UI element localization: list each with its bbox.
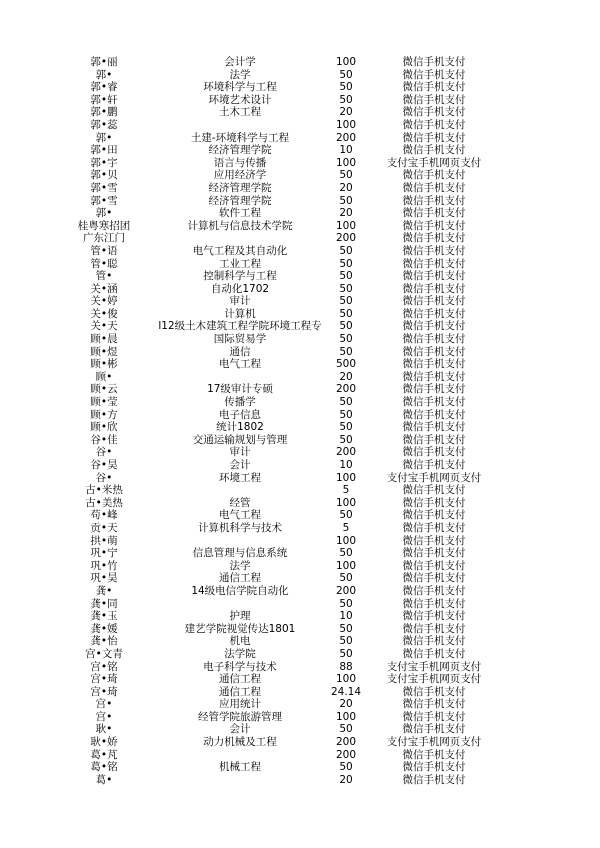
table-row xyxy=(0,333,600,346)
major-cell: 环境艺术设计 xyxy=(208,93,272,106)
payment-method-cell: 微信手机支付 xyxy=(402,534,466,547)
payment-method-cell: 支付宝手机网页支付 xyxy=(386,156,482,169)
amount-cell: 50 xyxy=(339,408,353,421)
amount-cell: 50 xyxy=(339,93,353,106)
amount-cell: 5 xyxy=(342,521,350,534)
payment-method-cell: 微信手机支付 xyxy=(402,320,466,333)
major-cell: 通信 xyxy=(229,345,251,358)
donor-name-cell: 谷• xyxy=(95,471,113,484)
major-cell: 通信工程 xyxy=(219,685,261,698)
amount-cell: 50 xyxy=(339,433,353,446)
table-row xyxy=(0,446,600,459)
payment-method-cell: 微信手机支付 xyxy=(402,181,466,194)
payment-method-cell: 支付宝手机网页支付 xyxy=(386,736,482,749)
table-row xyxy=(0,69,600,82)
payment-method-cell: 微信手机支付 xyxy=(402,219,466,232)
table-row xyxy=(0,195,600,208)
donor-name-cell: 顾•方 xyxy=(90,408,118,421)
table-row xyxy=(0,648,600,661)
donor-name-cell: 顾•云 xyxy=(90,383,118,396)
payment-method-cell: 微信手机支付 xyxy=(402,521,466,534)
payment-method-cell: 微信手机支付 xyxy=(402,295,466,308)
major-cell: 电子科学与技术 xyxy=(203,660,277,673)
payment-method-cell: 微信手机支付 xyxy=(402,597,466,610)
donor-name-cell: 顾• xyxy=(95,370,113,383)
major-cell: 电气工程 xyxy=(219,509,261,522)
amount-cell: 100 xyxy=(335,710,357,723)
donor-name-cell: 顾•莹 xyxy=(90,396,118,409)
donor-name-cell: 顾•煜 xyxy=(90,345,118,358)
donor-name-cell: 巩•昊 xyxy=(90,572,118,585)
table-row xyxy=(0,661,600,674)
amount-cell: 200 xyxy=(335,446,357,459)
donor-name-cell: 龚•媛 xyxy=(90,622,118,635)
donor-name-cell: 桂粤寒招团 xyxy=(77,219,131,232)
major-cell: 护理 xyxy=(229,610,251,623)
amount-cell: 20 xyxy=(339,207,353,220)
amount-cell: 100 xyxy=(335,118,357,131)
payment-method-cell: 微信手机支付 xyxy=(402,622,466,635)
major-cell: 计算机 xyxy=(224,307,256,320)
major-cell: 计算机与信息技术学院 xyxy=(187,219,293,232)
table-row xyxy=(0,258,600,271)
table-row xyxy=(0,94,600,107)
major-cell: 电子信息 xyxy=(219,408,261,421)
table-row xyxy=(0,132,600,145)
amount-cell: 50 xyxy=(339,421,353,434)
table-row xyxy=(0,774,600,787)
amount-cell: 100 xyxy=(335,156,357,169)
major-cell: 17级审计专硕 xyxy=(207,383,273,396)
donor-name-cell: 贡•天 xyxy=(90,521,118,534)
table-row xyxy=(0,421,600,434)
amount-cell: 5 xyxy=(342,484,350,497)
payment-method-cell: 微信手机支付 xyxy=(402,408,466,421)
major-cell: 审计 xyxy=(229,295,251,308)
table-row xyxy=(0,182,600,195)
amount-cell: 100 xyxy=(335,496,357,509)
donor-name-cell: 顾•欣 xyxy=(90,421,118,434)
payment-method-cell: 微信手机支付 xyxy=(402,773,466,786)
donor-name-cell: 管• xyxy=(95,270,113,283)
amount-cell: 200 xyxy=(335,736,357,749)
donor-name-cell: 宫•铭 xyxy=(90,660,118,673)
table-row xyxy=(0,409,600,422)
table-row xyxy=(0,761,600,774)
table-row xyxy=(0,585,600,598)
major-cell: 交通运输规划与管理 xyxy=(192,433,288,446)
major-cell: 工业工程 xyxy=(219,257,261,270)
amount-cell: 50 xyxy=(339,547,353,560)
amount-cell: 50 xyxy=(339,68,353,81)
amount-cell: 50 xyxy=(339,307,353,320)
table-row xyxy=(0,635,600,648)
major-cell: 环境科学与工程 xyxy=(203,81,277,94)
table-row xyxy=(0,207,600,220)
amount-cell: 20 xyxy=(339,698,353,711)
table-row xyxy=(0,346,600,359)
donor-name-cell: 郭• xyxy=(95,131,113,144)
major-cell: 法学 xyxy=(229,559,251,572)
donor-name-cell: 关•涵 xyxy=(90,282,118,295)
amount-cell: 50 xyxy=(339,396,353,409)
major-cell: 软件工程 xyxy=(219,207,261,220)
payment-method-cell: 支付宝手机网页支付 xyxy=(386,471,482,484)
amount-cell: 200 xyxy=(335,584,357,597)
table-row xyxy=(0,560,600,573)
donor-name-cell: 龚•怡 xyxy=(90,635,118,648)
payment-method-cell: 微信手机支付 xyxy=(402,93,466,106)
donor-name-cell: 古•美热 xyxy=(85,496,123,509)
donor-name-cell: 顾•晨 xyxy=(90,333,118,346)
amount-cell: 100 xyxy=(335,56,357,68)
table-row xyxy=(0,434,600,447)
major-cell: 机械工程 xyxy=(219,761,261,774)
donor-name-cell: 谷•佳 xyxy=(90,433,118,446)
payment-method-cell: 微信手机支付 xyxy=(402,232,466,245)
donor-name-cell: 巩•宁 xyxy=(90,547,118,560)
table-row xyxy=(0,232,600,245)
amount-cell: 50 xyxy=(339,257,353,270)
table-row xyxy=(0,371,600,384)
major-cell: 会计 xyxy=(229,723,251,736)
donation-table xyxy=(0,56,600,786)
payment-method-cell: 微信手机支付 xyxy=(402,584,466,597)
amount-cell: 24.14 xyxy=(330,685,362,698)
payment-method-cell: 微信手机支付 xyxy=(402,496,466,509)
payment-method-cell: 微信手机支付 xyxy=(402,244,466,257)
donor-name-cell: 耿•娇 xyxy=(90,736,118,749)
table-row xyxy=(0,749,600,762)
donor-name-cell: 龚•同 xyxy=(90,597,118,610)
amount-cell: 50 xyxy=(339,622,353,635)
table-row xyxy=(0,522,600,535)
donor-name-cell: 管•聪 xyxy=(90,257,118,270)
table-row xyxy=(0,711,600,724)
payment-method-cell: 微信手机支付 xyxy=(402,106,466,119)
payment-method-cell: 微信手机支付 xyxy=(402,433,466,446)
payment-method-cell: 支付宝手机网页支付 xyxy=(386,673,482,686)
payment-method-cell: 微信手机支付 xyxy=(402,459,466,471)
amount-cell: 50 xyxy=(339,320,353,333)
payment-method-cell: 微信手机支付 xyxy=(402,207,466,220)
amount-cell: 50 xyxy=(339,270,353,283)
table-row xyxy=(0,144,600,157)
major-cell: 建艺学院视觉传达1801 xyxy=(184,622,296,635)
amount-cell: 20 xyxy=(339,370,353,383)
donor-name-cell: 广东江门 xyxy=(83,232,125,245)
major-cell: 14级电信学院自动化 xyxy=(191,584,289,597)
payment-method-cell: 微信手机支付 xyxy=(402,270,466,283)
donor-name-cell: 郭•蕊 xyxy=(90,118,118,131)
amount-cell: 200 xyxy=(335,748,357,761)
payment-method-cell: 微信手机支付 xyxy=(402,559,466,572)
payment-method-cell: 微信手机支付 xyxy=(402,68,466,81)
donor-name-cell: 拱•萌 xyxy=(90,534,118,547)
payment-method-cell: 微信手机支付 xyxy=(402,446,466,459)
amount-cell: 200 xyxy=(335,383,357,396)
major-cell: 国际贸易学 xyxy=(213,333,267,346)
amount-cell: 50 xyxy=(339,81,353,94)
major-cell: 通信工程 xyxy=(219,572,261,585)
table-row xyxy=(0,686,600,699)
major-cell: 土建-环境科学与工程 xyxy=(190,131,290,144)
major-cell: 应用经济学 xyxy=(213,169,267,182)
table-row xyxy=(0,283,600,296)
amount-cell: 200 xyxy=(335,232,357,245)
major-cell: 审计 xyxy=(229,446,251,459)
payment-method-cell: 微信手机支付 xyxy=(402,282,466,295)
amount-cell: 50 xyxy=(339,572,353,585)
major-cell: l12级土木建筑工程学院环境工程专 xyxy=(158,320,322,333)
amount-cell: 50 xyxy=(339,635,353,648)
payment-method-cell: 微信手机支付 xyxy=(402,572,466,585)
major-cell: 自动化1702 xyxy=(210,282,270,295)
payment-method-cell: 微信手机支付 xyxy=(402,421,466,434)
table-row xyxy=(0,295,600,308)
payment-method-cell: 微信手机支付 xyxy=(402,509,466,522)
donor-name-cell: 葛• xyxy=(95,773,113,786)
payment-method-cell: 微信手机支付 xyxy=(402,383,466,396)
payment-method-cell: 微信手机支付 xyxy=(402,647,466,660)
donor-name-cell: 关•婷 xyxy=(90,295,118,308)
donor-name-cell: 谷•昊 xyxy=(90,459,118,471)
major-cell: 法学院 xyxy=(224,647,256,660)
payment-method-cell: 微信手机支付 xyxy=(402,484,466,497)
amount-cell: 20 xyxy=(339,106,353,119)
table-row xyxy=(0,497,600,510)
table-row xyxy=(0,119,600,132)
table-row xyxy=(0,220,600,233)
donor-name-cell: 龚•玉 xyxy=(90,610,118,623)
table-row xyxy=(0,723,600,736)
major-cell: 经济管理学院 xyxy=(208,181,272,194)
major-cell: 信息管理与信息系统 xyxy=(192,547,288,560)
payment-method-cell: 微信手机支付 xyxy=(402,307,466,320)
table-row xyxy=(0,610,600,623)
donor-name-cell: 郭•睿 xyxy=(90,81,118,94)
payment-method-cell: 微信手机支付 xyxy=(402,345,466,358)
major-cell: 语言与传播 xyxy=(213,156,267,169)
amount-cell: 50 xyxy=(339,282,353,295)
payment-method-cell: 微信手机支付 xyxy=(402,358,466,371)
table-row xyxy=(0,459,600,472)
donor-name-cell: 葛•芃 xyxy=(90,748,118,761)
amount-cell: 88 xyxy=(339,660,353,673)
payment-method-cell: 微信手机支付 xyxy=(402,333,466,346)
major-cell: 土木工程 xyxy=(219,106,261,119)
amount-cell: 20 xyxy=(339,773,353,786)
payment-method-cell: 微信手机支付 xyxy=(402,194,466,207)
table-row xyxy=(0,484,600,497)
payment-method-cell: 微信手机支付 xyxy=(402,547,466,560)
payment-method-cell: 微信手机支付 xyxy=(402,748,466,761)
amount-cell: 50 xyxy=(339,647,353,660)
table-row xyxy=(0,396,600,409)
donor-name-cell: 耿• xyxy=(95,723,113,736)
donor-name-cell: 宫• xyxy=(95,698,113,711)
donor-name-cell: 顾•彬 xyxy=(90,358,118,371)
amount-cell: 500 xyxy=(335,358,357,371)
amount-cell: 50 xyxy=(339,169,353,182)
amount-cell: 50 xyxy=(339,244,353,257)
major-cell: 电气工程 xyxy=(219,358,261,371)
major-cell: 经管 xyxy=(229,496,251,509)
table-row xyxy=(0,106,600,119)
major-cell: 动力机械及工程 xyxy=(203,736,277,749)
amount-cell: 100 xyxy=(335,534,357,547)
amount-cell: 200 xyxy=(335,131,357,144)
amount-cell: 50 xyxy=(339,194,353,207)
payment-method-cell: 微信手机支付 xyxy=(402,144,466,157)
payment-method-cell: 微信手机支付 xyxy=(402,118,466,131)
amount-cell: 50 xyxy=(339,597,353,610)
donor-name-cell: 葛•铭 xyxy=(90,761,118,774)
amount-cell: 100 xyxy=(335,673,357,686)
payment-method-cell: 微信手机支付 xyxy=(402,685,466,698)
amount-cell: 50 xyxy=(339,333,353,346)
payment-method-cell: 微信手机支付 xyxy=(402,610,466,623)
amount-cell: 10 xyxy=(339,459,353,471)
table-row xyxy=(0,157,600,170)
table-row xyxy=(0,623,600,636)
donor-name-cell: 郭•丽 xyxy=(90,56,118,68)
major-cell: 应用统计 xyxy=(219,698,261,711)
major-cell: 通信工程 xyxy=(219,673,261,686)
donor-name-cell: 郭•宇 xyxy=(90,156,118,169)
donor-name-cell: 宫• xyxy=(95,710,113,723)
amount-cell: 100 xyxy=(335,219,357,232)
payment-method-cell: 微信手机支付 xyxy=(402,81,466,94)
payment-method-cell: 微信手机支付 xyxy=(402,396,466,409)
major-cell: 统计1802 xyxy=(216,421,264,434)
table-row xyxy=(0,81,600,94)
amount-cell: 100 xyxy=(335,471,357,484)
donor-name-cell: 宫•文青 xyxy=(85,647,123,660)
amount-cell: 50 xyxy=(339,723,353,736)
payment-method-cell: 微信手机支付 xyxy=(402,257,466,270)
major-cell: 电气工程及其自动化 xyxy=(192,244,288,257)
table-row xyxy=(0,673,600,686)
table-row xyxy=(0,56,600,69)
major-cell: 传播学 xyxy=(224,396,256,409)
table-row xyxy=(0,308,600,321)
amount-cell: 50 xyxy=(339,761,353,774)
amount-cell: 20 xyxy=(339,181,353,194)
major-cell: 机电 xyxy=(229,635,251,648)
donor-name-cell: 郭•鹏 xyxy=(90,106,118,119)
donor-name-cell: 宫•琦 xyxy=(90,685,118,698)
payment-method-cell: 微信手机支付 xyxy=(402,56,466,68)
payment-method-cell: 微信手机支付 xyxy=(402,635,466,648)
donor-name-cell: 郭•贝 xyxy=(90,169,118,182)
donor-name-cell: 郭• xyxy=(95,68,113,81)
payment-method-cell: 微信手机支付 xyxy=(402,370,466,383)
payment-method-cell: 微信手机支付 xyxy=(402,169,466,182)
major-cell: 会计 xyxy=(229,459,251,471)
donor-name-cell: 关•天 xyxy=(90,320,118,333)
donor-name-cell: 管•语 xyxy=(90,244,118,257)
major-cell: 会计学 xyxy=(224,56,256,68)
payment-method-cell: 微信手机支付 xyxy=(402,723,466,736)
donor-name-cell: 郭• xyxy=(95,207,113,220)
donor-name-cell: 郭•雪 xyxy=(90,194,118,207)
donor-name-cell: 郭•田 xyxy=(90,144,118,157)
table-row xyxy=(0,245,600,258)
amount-cell: 50 xyxy=(339,509,353,522)
donor-name-cell: 宫•琦 xyxy=(90,673,118,686)
amount-cell: 50 xyxy=(339,295,353,308)
table-row xyxy=(0,598,600,611)
donor-name-cell: 龚• xyxy=(95,584,113,597)
major-cell: 控制科学与工程 xyxy=(203,270,277,283)
table-row xyxy=(0,736,600,749)
table-row xyxy=(0,270,600,283)
donor-name-cell: 苟•峰 xyxy=(90,509,118,522)
table-row xyxy=(0,535,600,548)
table-row xyxy=(0,509,600,522)
amount-cell: 50 xyxy=(339,345,353,358)
payment-method-cell: 微信手机支付 xyxy=(402,698,466,711)
major-cell: 经济管理学院 xyxy=(208,144,272,157)
major-cell: 法学 xyxy=(229,68,251,81)
amount-cell: 10 xyxy=(339,610,353,623)
payment-method-cell: 微信手机支付 xyxy=(402,710,466,723)
major-cell: 经管学院旅游管理 xyxy=(198,710,282,723)
payment-method-cell: 支付宝手机网页支付 xyxy=(386,660,482,673)
table-row xyxy=(0,383,600,396)
donor-name-cell: 郭•轩 xyxy=(90,93,118,106)
table-row xyxy=(0,572,600,585)
payment-method-cell: 微信手机支付 xyxy=(402,131,466,144)
amount-cell: 10 xyxy=(339,144,353,157)
table-row xyxy=(0,320,600,333)
table-row xyxy=(0,698,600,711)
donor-name-cell: 古•米热 xyxy=(85,484,123,497)
amount-cell: 100 xyxy=(335,559,357,572)
payment-method-cell: 微信手机支付 xyxy=(402,761,466,774)
donor-name-cell: 巩•竹 xyxy=(90,559,118,572)
major-cell: 计算机科学与技术 xyxy=(198,521,282,534)
donor-name-cell: 谷• xyxy=(95,446,113,459)
table-row xyxy=(0,169,600,182)
donor-name-cell: 郭•雪 xyxy=(90,181,118,194)
table-row xyxy=(0,472,600,485)
table-row xyxy=(0,547,600,560)
major-cell: 经济管理学院 xyxy=(208,194,272,207)
table-row xyxy=(0,358,600,371)
donor-name-cell: 关•俊 xyxy=(90,307,118,320)
major-cell: 环境工程 xyxy=(219,471,261,484)
